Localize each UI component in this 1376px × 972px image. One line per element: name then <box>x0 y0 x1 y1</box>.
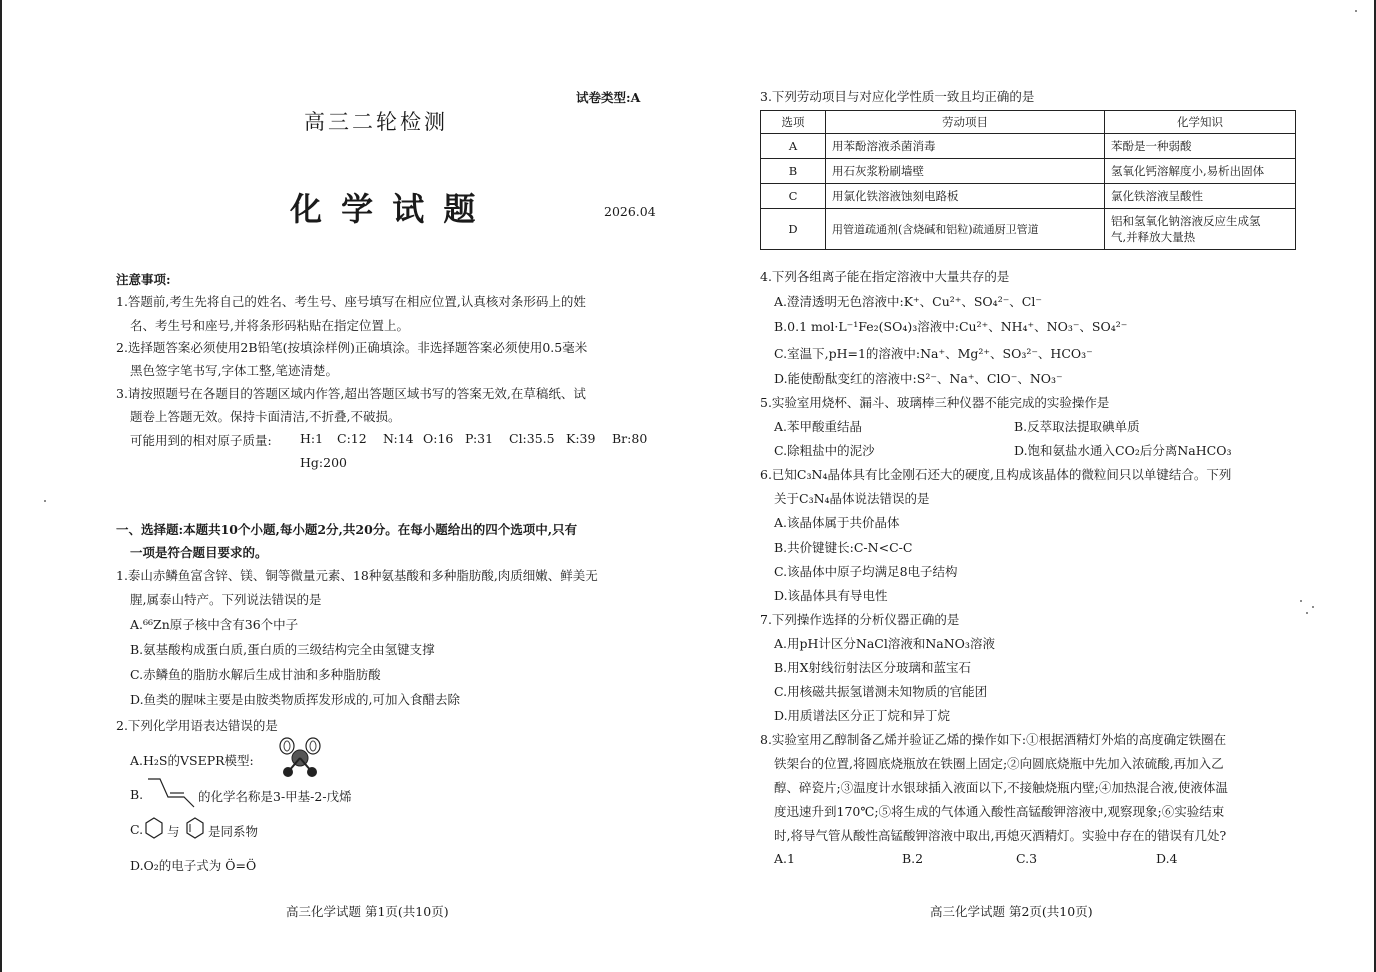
q4-option-c: C.室温下,pH=1的溶液中:Na⁺、Mg²⁺、SO₃²⁻、HCO₃⁻ <box>774 346 1093 361</box>
atomic-mass-n: N:14 <box>383 431 414 446</box>
q1-stem: 1.泰山赤鳞鱼富含锌、镁、铜等微量元素、18种氨基酸和多种脂肪酸,肉质细嫩、鲜美无 <box>116 568 598 583</box>
q6-stem-cont: 关于C₃N₄晶体说法错误的是 <box>774 491 930 506</box>
q6-option-a: A.该晶体属于共价晶体 <box>774 515 900 530</box>
q4-option-d: D.能使酚酞变红的溶液中:S²⁻、Na⁺、ClO⁻、NO₃⁻ <box>774 371 1063 386</box>
cyclohexane-ring-figure <box>144 816 164 840</box>
table-cell: D <box>761 209 826 250</box>
q5-option-a: A.苯甲酸重结晶 <box>774 419 863 434</box>
q1-option-a: A.⁶⁶Zn原子核中含有36个中子 <box>130 617 299 632</box>
q1-stem-cont: 腥,属泰山特产。下列说法错误的是 <box>130 592 322 607</box>
q2-option-a: A.H₂S的VSEPR模型: <box>130 753 254 768</box>
q4-stem: 4.下列各组离子能在指定溶液中大量共存的是 <box>760 269 1010 284</box>
cyclohexene-ring-figure <box>183 816 207 840</box>
q5-option-b: B.反萃取法提取碘单质 <box>1014 419 1140 434</box>
table-header-row <box>761 111 1296 134</box>
page-2-footer: 高三化学试题 第2页(共10页) <box>930 904 1093 919</box>
table-row <box>761 159 1296 184</box>
exam-type: 试卷类型:A <box>576 90 641 105</box>
q7-stem: 7.下列操作选择的分析仪器正确的是 <box>760 612 960 627</box>
note-line: 黑色签字笔书写,字体工整,笔迹清楚。 <box>130 363 338 378</box>
q1-option-d: D.鱼类的腥味主要是由胺类物质挥发形成的,可加入食醋去除 <box>130 692 461 707</box>
table-cell-line: 气,并释放大量热 <box>1111 230 1196 244</box>
q8-option-c: C.3 <box>1016 851 1038 866</box>
table-cell: 用氯化铁溶液蚀刻电路板 <box>826 184 1105 209</box>
q8-option-a: A.1 <box>774 851 795 866</box>
q2-stem: 2.下列化学用语表达错误的是 <box>116 718 278 733</box>
table-cell: C <box>761 184 826 209</box>
q8-line: 醇、碎瓷片;③温度计水银球插入液面以下,不接触烧瓶内壁;④加热混合液,使液体温 <box>774 780 1228 795</box>
q7-option-d: D.用质谱法区分正丁烷和异丁烷 <box>774 708 951 723</box>
table-row <box>761 184 1296 209</box>
atomic-mass-cl: Cl:35.5 <box>509 431 555 446</box>
q2-option-b-prefix: B. <box>130 787 144 802</box>
q6-option-b: B.共价键键长:C-N<C-C <box>774 540 913 555</box>
q8-line: 度迅速升到170℃;⑤将生成的气体通入酸性高锰酸钾溶液中,观察现象;⑥实验结束 <box>774 804 1225 819</box>
q5-option-c: C.除粗盐中的泥沙 <box>774 443 875 458</box>
table-cell: 用管道疏通剂(含烧碱和铝粒)疏通厨卫管道 <box>826 209 1105 250</box>
atomic-mass-h: H:1 <box>300 431 324 446</box>
notes-title: 注意事项: <box>116 272 171 287</box>
q5-stem: 5.实验室用烧杯、漏斗、玻璃棒三种仪器不能完成的实验操作是 <box>760 395 1110 410</box>
table-cell: 氢氧化钙溶解度小,易析出固体 <box>1105 159 1296 184</box>
page-1-footer: 高三化学试题 第1页(共10页) <box>286 904 449 919</box>
section-title: 一、选择题:本题共10个小题,每小题2分,共20分。在每小题给出的四个选项中,只有 <box>116 522 578 537</box>
table-header: 选项 <box>761 111 826 134</box>
q5-option-d: D.饱和氨盐水通入CO₂后分离NaHCO₃ <box>1014 443 1232 458</box>
atomic-mass-label: 可能用到的相对原子质量: <box>130 433 272 448</box>
table-cell-line: 铝和氢氧化钠溶液反应生成氢 <box>1111 214 1261 228</box>
q2-option-c-prefix: C. <box>130 822 144 837</box>
table-row <box>761 209 1296 250</box>
note-line: 题卷上答题无效。保持卡面清洁,不折叠,不破损。 <box>130 409 401 424</box>
note-line: 1.答题前,考生先将自己的姓名、考生号、座号填写在相应位置,认真核对条形码上的姓 <box>116 294 586 309</box>
q8-line: 8.实验室用乙醇制备乙烯并验证乙烯的操作如下:①根据酒精灯外焰的高度确定铁圈在 <box>760 732 1227 747</box>
q2-option-b-text: 的化学名称是3-甲基-2-戊烯 <box>198 789 352 804</box>
note-line: 3.请按照题号在各题目的答题区域内作答,超出答题区域书写的答案无效,在草稿纸、试 <box>116 386 586 401</box>
q8-line: 铁架台的位置,将圆底烧瓶放在铁圈上固定;②向圆底烧瓶中先加入浓硫酸,再加入乙 <box>774 756 1224 771</box>
note-line: 2.选择题答案必须使用2B铅笔(按填涂样例)正确填涂。非选择题答案必须使用0.5毫米 <box>116 340 588 355</box>
q4-option-b: B.0.1 mol·L⁻¹Fe₂(SO₄)₃溶液中:Cu²⁺、NH₄⁺、NO₃⁻、SO₄²⁻ <box>774 319 1128 334</box>
q4-option-a: A.澄清透明无色溶液中:K⁺、Cu²⁺、SO₄²⁻、Cl⁻ <box>774 294 1042 309</box>
q1-option-c: C.赤鳞鱼的脂肪水解后生成甘油和多种脂肪酸 <box>130 667 381 682</box>
q2-option-d: D.O₂的电子式为 Ö=Ö <box>130 858 257 873</box>
exam-header: 高三二轮检测 <box>304 110 448 134</box>
q8-option-b: B.2 <box>902 851 924 866</box>
atomic-mass-br: Br:80 <box>612 431 648 446</box>
table-cell: A <box>761 134 826 159</box>
atomic-mass-o: O:16 <box>423 431 454 446</box>
q2-option-c-text: 是同系物 <box>208 824 259 839</box>
table-cell <box>1105 209 1296 250</box>
q3-table <box>760 110 1296 250</box>
note-line: 名、考生号和座号,并将条形码粘贴在指定位置上。 <box>130 318 409 333</box>
q6-stem: 6.已知C₃N₄晶体具有比金刚石还大的硬度,且构成该晶体的微粒间只以单键结合。下列 <box>760 467 1232 482</box>
q8-option-d: D.4 <box>1156 851 1178 866</box>
page-2 <box>688 0 1376 972</box>
atomic-mass-p: P:31 <box>465 431 494 446</box>
q2-option-c-mid: 与 <box>167 824 180 839</box>
q8-line: 时,将导气管从酸性高锰酸钾溶液中取出,再熄灭酒精灯。实验中存在的错误有几处? <box>774 828 1227 843</box>
page-title: 化 学 试 题 <box>290 190 480 228</box>
vsepr-model-figure <box>276 736 324 780</box>
table-header: 化学知识 <box>1105 111 1296 134</box>
q3-stem: 3.下列劳动项目与对应化学性质一致且均正确的是 <box>760 89 1035 104</box>
table-header: 劳动项目 <box>826 111 1105 134</box>
q1-option-b: B.氨基酸构成蛋白质,蛋白质的三级结构完全由氢键支撑 <box>130 642 435 657</box>
q7-option-b: B.用X射线衍射法区分玻璃和蓝宝石 <box>774 660 972 675</box>
table-row <box>761 134 1296 159</box>
section-title-cont: 一项是符合题目要求的。 <box>130 545 268 560</box>
table-cell: 用苯酚溶液杀菌消毒 <box>826 134 1105 159</box>
exam-date: 2026.04 <box>604 204 656 219</box>
q7-option-a: A.用pH计区分NaCl溶液和NaNO₃溶液 <box>774 636 995 651</box>
q6-option-d: D.该晶体具有导电性 <box>774 588 888 603</box>
table-cell: B <box>761 159 826 184</box>
table-cell: 用石灰浆粉刷墙壁 <box>826 159 1105 184</box>
q6-option-c: C.该晶体中原子均满足8电子结构 <box>774 564 958 579</box>
alkene-structure-figure <box>146 773 198 809</box>
atomic-mass-c: C:12 <box>337 431 367 446</box>
table-cell: 氯化铁溶液呈酸性 <box>1105 184 1296 209</box>
q7-option-c: C.用核磁共振氢谱测未知物质的官能团 <box>774 684 988 699</box>
atomic-mass-k: K:39 <box>566 431 596 446</box>
atomic-mass-hg: Hg:200 <box>300 455 347 470</box>
table-cell: 苯酚是一种弱酸 <box>1105 134 1296 159</box>
